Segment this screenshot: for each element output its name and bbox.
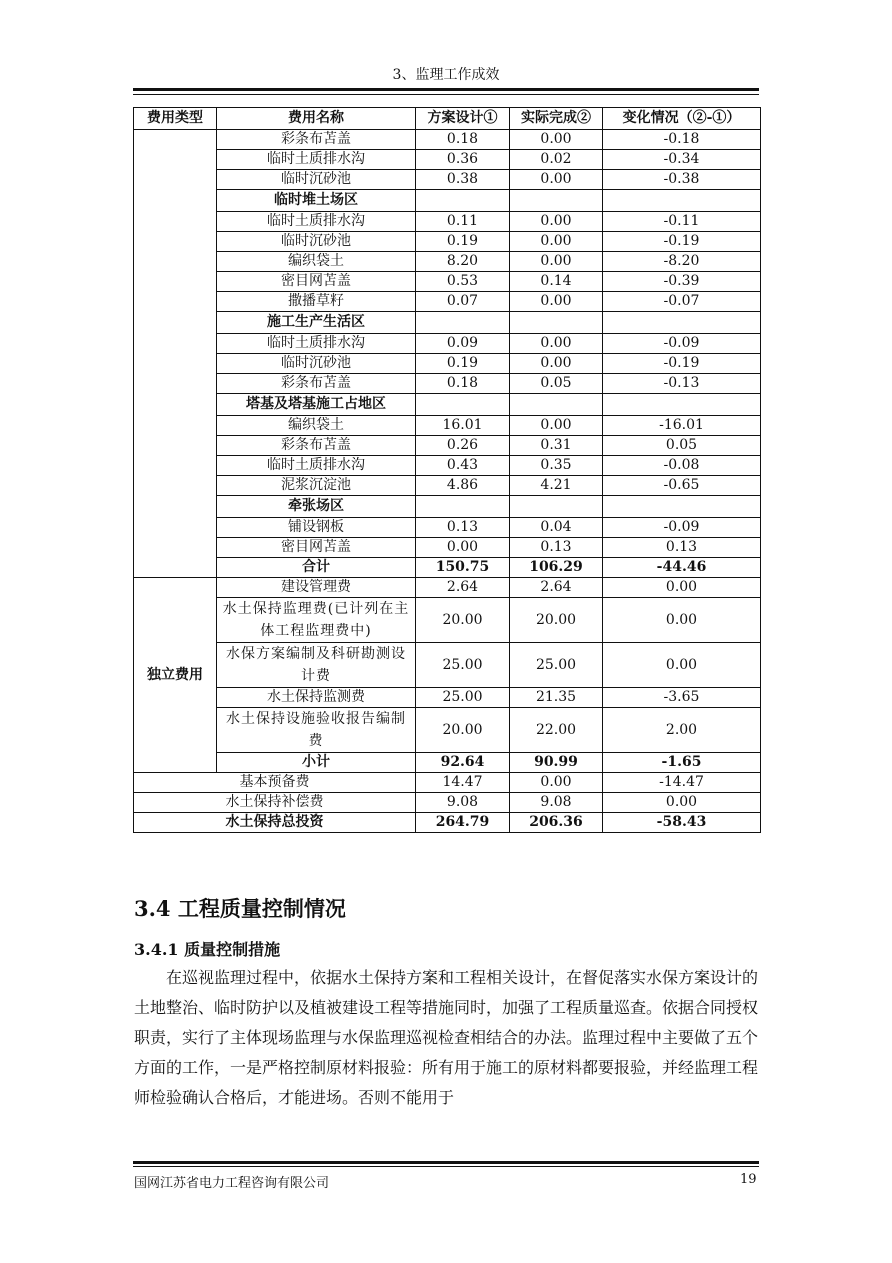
actual-cell: 25.00 <box>510 643 603 688</box>
header-cost-name: 费用名称 <box>217 108 416 130</box>
table-row <box>134 518 761 538</box>
change-cell: -0.11 <box>603 212 761 232</box>
actual-cell: 106.29 <box>510 558 603 578</box>
actual-cell: 0.35 <box>510 456 603 476</box>
cost-name-cell: 编织袋土 <box>217 416 416 436</box>
change-cell: -0.65 <box>603 476 761 496</box>
table-row <box>134 538 761 558</box>
cost-name-cell: 临时土质排水沟 <box>217 456 416 476</box>
table-header-row <box>134 108 761 130</box>
cost-name-cell: 水土保持监测费 <box>217 688 416 708</box>
table-row <box>134 643 761 688</box>
cost-type-cell: 独立费用 <box>134 578 217 773</box>
actual-cell: 0.02 <box>510 150 603 170</box>
change-cell: -14.47 <box>603 773 761 793</box>
table-row <box>134 416 761 436</box>
footer-company: 国网江苏省电力工程咨询有限公司 <box>134 1176 330 1191</box>
table-row <box>134 394 761 416</box>
actual-cell: 0.00 <box>510 130 603 150</box>
actual-cell <box>510 190 603 212</box>
table-row <box>134 558 761 578</box>
header-cost-type: 费用类型 <box>134 108 217 130</box>
plan-cell: 16.01 <box>416 416 510 436</box>
actual-cell: 0.00 <box>510 292 603 312</box>
plan-cell: 20.00 <box>416 598 510 643</box>
header-rule-thick <box>133 88 759 91</box>
table-row <box>134 232 761 252</box>
actual-cell: 20.00 <box>510 598 603 643</box>
plan-cell: 0.36 <box>416 150 510 170</box>
cost-name-cell: 临时沉砂池 <box>217 232 416 252</box>
body-paragraph: 在巡视监理过程中，依据水土保持方案和工程相关设计，在督促落实水保方案设计的土地整治、临时防护以及植被建设工程等措施同时，加强了工程质量巡查。依据合同授权职责，实行了主体现场监理与水保监理巡视检查相结合的办法。监理过程中主要做了五个方面的工作，一是严格控制原材料报验：所有用于施工的原材料都要报验，并经监理工程师检验确认合格后，才能进场。否则不能用于 <box>134 968 759 1107</box>
change-cell: 0.13 <box>603 538 761 558</box>
actual-cell: 0.00 <box>510 334 603 354</box>
actual-cell: 0.00 <box>510 212 603 232</box>
footer-rule-thick <box>133 1161 759 1164</box>
table-row <box>134 150 761 170</box>
table-row <box>134 456 761 476</box>
cost-name-cell: 临时沉砂池 <box>217 170 416 190</box>
table-row <box>134 598 761 643</box>
plan-cell: 264.79 <box>416 813 510 833</box>
table-row <box>134 773 761 793</box>
change-cell: -44.46 <box>603 558 761 578</box>
change-cell: 0.00 <box>603 578 761 598</box>
table-row <box>134 708 761 753</box>
plan-cell: 92.64 <box>416 753 510 773</box>
change-cell: -0.18 <box>603 130 761 150</box>
plan-cell: 8.20 <box>416 252 510 272</box>
plan-cell: 150.75 <box>416 558 510 578</box>
change-cell: -0.09 <box>603 518 761 538</box>
plan-cell <box>416 496 510 518</box>
cost-name-cell: 牵张场区 <box>217 496 416 518</box>
plan-cell: 0.07 <box>416 292 510 312</box>
header-rule-thin <box>133 94 759 95</box>
header-change: 变化情况（②-①） <box>603 108 761 130</box>
page-header: 3、监理工作成效 <box>392 67 500 83</box>
plan-cell: 0.18 <box>416 374 510 394</box>
actual-cell <box>510 394 603 416</box>
cost-name-cell: 彩条布苫盖 <box>217 130 416 150</box>
actual-cell: 0.00 <box>510 354 603 374</box>
table-row <box>134 688 761 708</box>
change-cell: -0.34 <box>603 150 761 170</box>
change-cell <box>603 312 761 334</box>
actual-cell: 0.31 <box>510 436 603 456</box>
cost-name-cell: 小计 <box>217 753 416 773</box>
change-cell: -0.09 <box>603 334 761 354</box>
plan-cell: 9.08 <box>416 793 510 813</box>
plan-cell: 14.47 <box>416 773 510 793</box>
footer-rule-thin <box>133 1166 759 1167</box>
actual-cell: 0.04 <box>510 518 603 538</box>
change-cell: -58.43 <box>603 813 761 833</box>
plan-cell <box>416 190 510 212</box>
table-row <box>134 578 761 598</box>
actual-cell: 0.14 <box>510 272 603 292</box>
cost-name-cell: 临时土质排水沟 <box>217 150 416 170</box>
cost-name-cell: 撒播草籽 <box>217 292 416 312</box>
change-cell: -3.65 <box>603 688 761 708</box>
actual-cell <box>510 496 603 518</box>
change-cell: 0.00 <box>603 598 761 643</box>
plan-cell: 0.09 <box>416 334 510 354</box>
cost-name-cell: 临时沉砂池 <box>217 354 416 374</box>
change-cell <box>603 394 761 416</box>
actual-cell: 0.05 <box>510 374 603 394</box>
change-cell: -1.65 <box>603 753 761 773</box>
table-row <box>134 496 761 518</box>
header-plan: 方案设计① <box>416 108 510 130</box>
change-cell: -0.08 <box>603 456 761 476</box>
table-row <box>134 170 761 190</box>
table-row <box>134 753 761 773</box>
cost-name-cell: 水保方案编制及科研勘测设计费 <box>217 643 416 688</box>
change-cell: -8.20 <box>603 252 761 272</box>
plan-cell: 0.53 <box>416 272 510 292</box>
change-cell: -0.38 <box>603 170 761 190</box>
plan-cell <box>416 394 510 416</box>
cost-name-cell: 铺设钢板 <box>217 518 416 538</box>
table-row <box>134 130 761 150</box>
change-cell <box>603 190 761 212</box>
table-row <box>134 272 761 292</box>
cost-name-cell: 基本预备费 <box>134 773 416 793</box>
cost-type-cell <box>134 130 217 578</box>
actual-cell: 21.35 <box>510 688 603 708</box>
cost-name-cell: 建设管理费 <box>217 578 416 598</box>
table-row <box>134 292 761 312</box>
plan-cell: 0.00 <box>416 538 510 558</box>
actual-cell: 9.08 <box>510 793 603 813</box>
actual-cell: 206.36 <box>510 813 603 833</box>
change-cell: 2.00 <box>603 708 761 753</box>
table-row <box>134 374 761 394</box>
cost-name-cell: 临时土质排水沟 <box>217 212 416 232</box>
actual-cell: 0.00 <box>510 232 603 252</box>
cost-name-cell: 水土保持设施验收报告编制费 <box>217 708 416 753</box>
actual-cell <box>510 312 603 334</box>
plan-cell: 2.64 <box>416 578 510 598</box>
change-cell <box>603 496 761 518</box>
change-cell: -0.13 <box>603 374 761 394</box>
subsection-heading: 3.4.1 质量控制措施 <box>134 940 281 959</box>
plan-cell: 0.13 <box>416 518 510 538</box>
plan-cell: 25.00 <box>416 643 510 688</box>
table-row <box>134 354 761 374</box>
cost-name-cell: 密目网苫盖 <box>217 272 416 292</box>
change-cell: 0.00 <box>603 793 761 813</box>
table-row <box>134 476 761 496</box>
change-cell: -0.39 <box>603 272 761 292</box>
plan-cell: 25.00 <box>416 688 510 708</box>
cost-name-cell: 彩条布苫盖 <box>217 374 416 394</box>
plan-cell <box>416 312 510 334</box>
cost-name-cell: 施工生产生活区 <box>217 312 416 334</box>
table-row <box>134 334 761 354</box>
plan-cell: 0.19 <box>416 232 510 252</box>
cost-name-cell: 临时堆土场区 <box>217 190 416 212</box>
page-number: 19 <box>740 1172 757 1187</box>
actual-cell: 90.99 <box>510 753 603 773</box>
plan-cell: 20.00 <box>416 708 510 753</box>
plan-cell: 0.18 <box>416 130 510 150</box>
change-cell: -0.07 <box>603 292 761 312</box>
cost-name-cell: 彩条布苫盖 <box>217 436 416 456</box>
change-cell: 0.00 <box>603 643 761 688</box>
table-row <box>134 190 761 212</box>
actual-cell: 0.00 <box>510 773 603 793</box>
plan-cell: 0.19 <box>416 354 510 374</box>
section-heading: 3.4 工程质量控制情况 <box>134 896 346 921</box>
change-cell: -16.01 <box>603 416 761 436</box>
actual-cell: 2.64 <box>510 578 603 598</box>
cost-name-cell: 编织袋土 <box>217 252 416 272</box>
plan-cell: 0.26 <box>416 436 510 456</box>
table-row <box>134 813 761 833</box>
cost-name-cell: 泥浆沉淀池 <box>217 476 416 496</box>
plan-cell: 4.86 <box>416 476 510 496</box>
actual-cell: 0.00 <box>510 170 603 190</box>
table-row <box>134 793 761 813</box>
change-cell: -0.19 <box>603 354 761 374</box>
actual-cell: 0.00 <box>510 252 603 272</box>
cost-name-cell: 合计 <box>217 558 416 578</box>
cost-name-cell: 水土保持补偿费 <box>134 793 416 813</box>
cost-name-cell: 临时土质排水沟 <box>217 334 416 354</box>
plan-cell: 0.38 <box>416 170 510 190</box>
cost-name-cell: 塔基及塔基施工占地区 <box>217 394 416 416</box>
actual-cell: 4.21 <box>510 476 603 496</box>
table-row <box>134 312 761 334</box>
plan-cell: 0.43 <box>416 456 510 476</box>
cost-name-cell: 密目网苫盖 <box>217 538 416 558</box>
cost-name-cell: 水土保持监理费(已计列在主体工程监理费中) <box>217 598 416 643</box>
plan-cell: 0.11 <box>416 212 510 232</box>
change-cell: -0.19 <box>603 232 761 252</box>
change-cell: 0.05 <box>603 436 761 456</box>
table-row <box>134 252 761 272</box>
actual-cell: 22.00 <box>510 708 603 753</box>
actual-cell: 0.00 <box>510 416 603 436</box>
header-actual: 实际完成② <box>510 108 603 130</box>
table-row <box>134 212 761 232</box>
actual-cell: 0.13 <box>510 538 603 558</box>
cost-name-cell: 水土保持总投资 <box>134 813 416 833</box>
cost-table <box>133 107 761 833</box>
table-row <box>134 436 761 456</box>
